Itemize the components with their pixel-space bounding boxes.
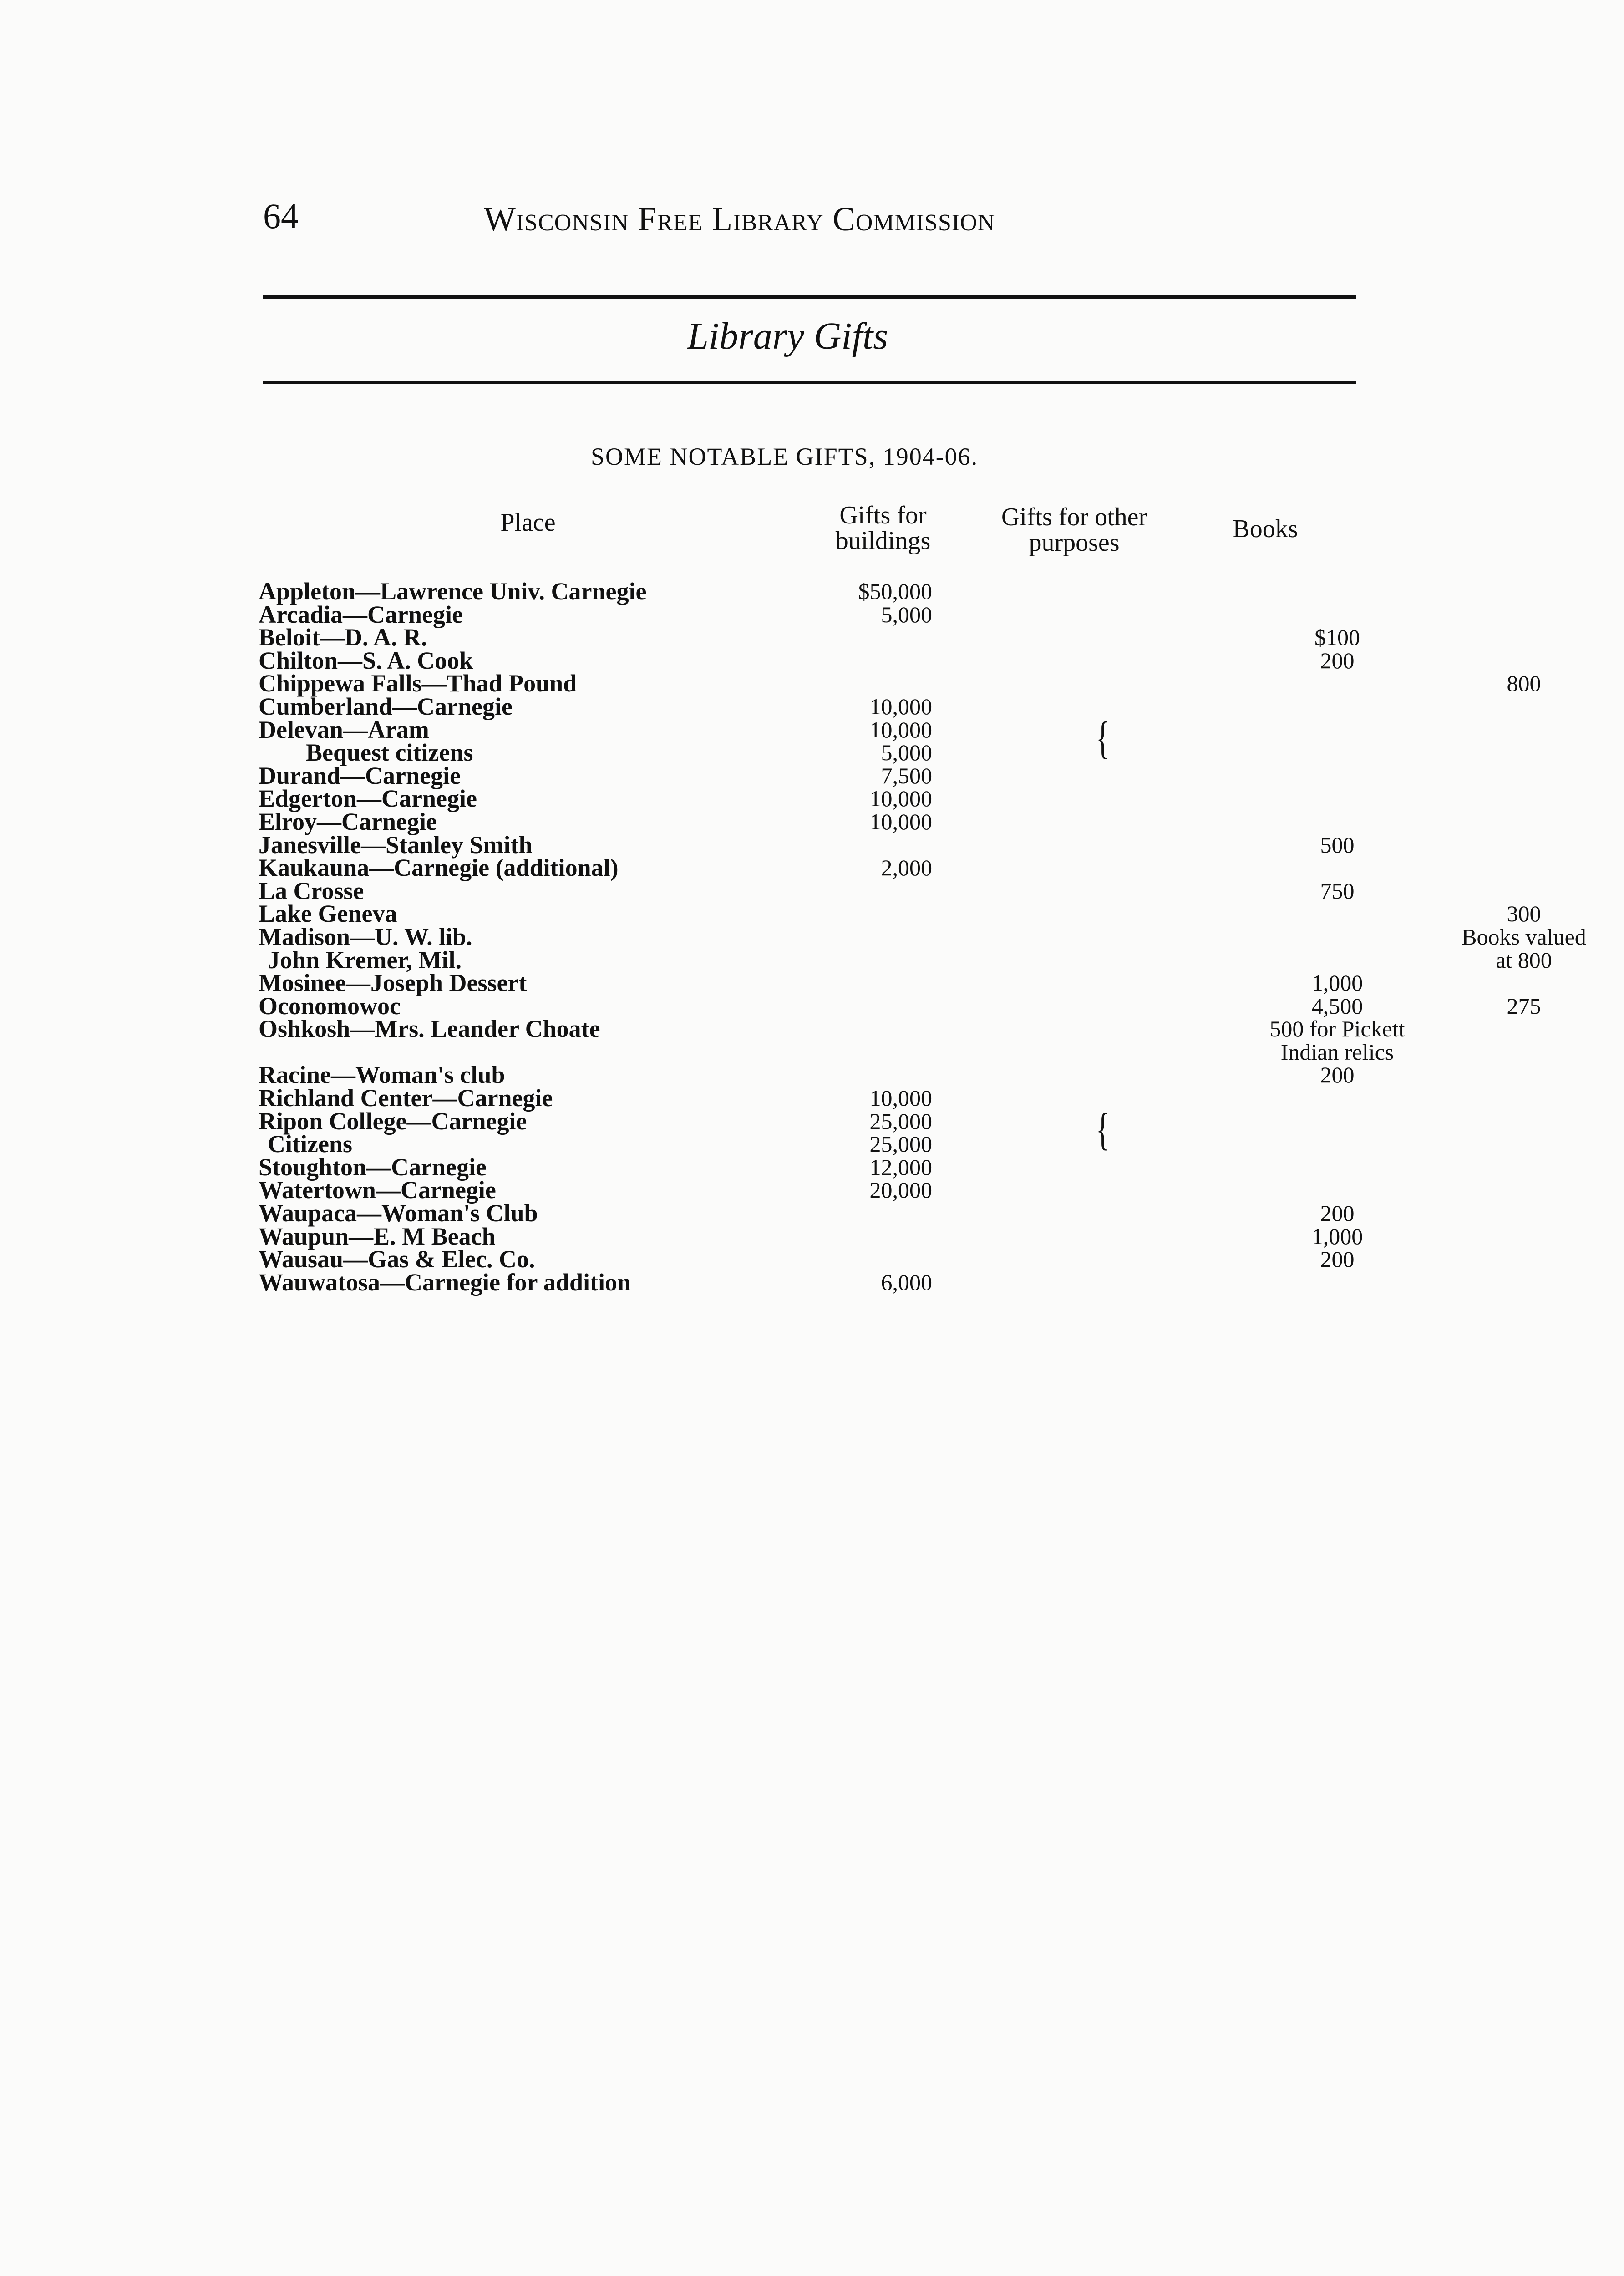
table-row [259, 1176, 1360, 1204]
buildings-cell: 5,000 [881, 740, 932, 766]
other-purposes-cell: $100 [1314, 625, 1360, 650]
header-rule-bottom [263, 381, 1356, 384]
books-cell: Books valued [1462, 924, 1586, 950]
table-row [259, 764, 1360, 787]
place-cell: Edgerton—Carnegie [259, 785, 477, 813]
place-cell: Chippewa Falls—Thad Pound [259, 670, 577, 697]
table-title: SOME NOTABLE GIFTS, 1904-06. [591, 443, 979, 470]
place-cell: John Kremer, Mil. [268, 946, 462, 974]
place-cell: Madison—U. W. lib. [259, 923, 472, 950]
place-cell: Durand—Carnegie [259, 762, 461, 789]
buildings-cell: 12,000 [869, 1154, 932, 1180]
place-cell: Delevan—Aram [259, 716, 429, 743]
other-purposes-cell: Indian relics [1280, 1039, 1394, 1065]
buildings-cell: 5,000 [881, 601, 932, 627]
table-row [259, 580, 1360, 603]
place-cell: Bequest citizens [306, 739, 473, 767]
place-cell: Cumberland—Carnegie [259, 692, 513, 720]
other-purposes-cell: 500 for Pickett [1269, 1016, 1405, 1042]
table-row [259, 1084, 1360, 1112]
place-cell: Janesville—Stanley Smith [259, 831, 533, 859]
header-rule-top [263, 295, 1356, 299]
table-row [259, 1199, 1360, 1227]
table-row [259, 1063, 1360, 1087]
books-cell: 300 [1507, 901, 1541, 927]
place-cell: Citizens [268, 1130, 352, 1158]
place-cell: Kaukauna—Carnegie (additional) [259, 854, 619, 882]
table-row [259, 810, 1360, 833]
table-row [259, 946, 1552, 974]
place-cell: Waupaca—Woman's Club [259, 1199, 538, 1227]
other-purposes-cell: 200 [1320, 647, 1355, 673]
buildings-cell: 2,000 [881, 855, 932, 881]
page-header [263, 196, 1355, 250]
place-cell: Richland Center—Carnegie [259, 1084, 553, 1112]
table-row [259, 900, 1541, 928]
place-cell: Wauwatosa—Carnegie for addition [259, 1268, 631, 1296]
place-cell: Beloit—D. A. R. [259, 624, 427, 651]
table-row [259, 626, 1360, 649]
other-purposes-cell: 1,000 [1311, 970, 1363, 996]
table-row [259, 1268, 1360, 1296]
other-purposes-cell: 200 [1320, 1062, 1355, 1088]
other-purposes-cell: 500 [1320, 832, 1355, 858]
section-title: Library Gifts [687, 315, 888, 357]
table-row [259, 1245, 1360, 1273]
table-row [259, 739, 1360, 767]
table-row [259, 1153, 1360, 1181]
table-row [259, 1130, 1360, 1158]
buildings-cell: 10,000 [869, 1085, 932, 1111]
books-cell: 275 [1507, 993, 1541, 1019]
place-cell: Chilton—S. A. Cook [259, 646, 473, 674]
place-cell: Lake Geneva [259, 900, 397, 928]
buildings-cell: 25,000 [869, 1131, 932, 1157]
table-row [259, 600, 1360, 628]
table-row [259, 879, 1360, 903]
other-purposes-cell: 200 [1320, 1200, 1355, 1226]
column-header-buildings: Gifts for buildings [835, 501, 931, 555]
table-row [259, 1222, 1363, 1250]
table-row [259, 646, 1360, 674]
books-cell: 800 [1507, 671, 1541, 696]
column-header-place: Place [500, 508, 556, 537]
table-row [259, 1015, 1405, 1043]
place-cell: Oconomowoc [259, 992, 401, 1020]
place-cell: Mosinee—Joseph Dessert [259, 969, 527, 997]
grouping-brace: { [1096, 1105, 1110, 1155]
table-row [259, 992, 1541, 1020]
other-purposes-cell: 1,000 [1311, 1223, 1363, 1249]
other-purposes-cell: 750 [1320, 878, 1355, 904]
other-purposes-cell: 4,500 [1311, 993, 1363, 1019]
buildings-cell: 10,000 [869, 716, 932, 742]
table-row [259, 923, 1586, 950]
place-cell: Elroy—Carnegie [259, 808, 437, 835]
buildings-cell: 10,000 [869, 693, 932, 719]
place-cell: Appleton—Lawrence Univ. Carnegie [259, 578, 647, 605]
gifts-table [259, 578, 1586, 1296]
table-row [259, 833, 1360, 857]
buildings-cell: 7,500 [881, 762, 932, 788]
table-row [259, 670, 1541, 697]
buildings-cell: 25,000 [869, 1108, 932, 1134]
buildings-cell: 10,000 [869, 808, 932, 834]
grouping-brace: { [1096, 713, 1110, 763]
table-row [259, 969, 1363, 997]
column-header-other-purposes: Gifts for other purposes [1001, 503, 1147, 557]
place-cell: Arcadia—Carnegie [259, 600, 463, 628]
buildings-cell: 10,000 [869, 786, 932, 812]
place-cell: Waupun—E. M Beach [259, 1222, 496, 1250]
place-cell: La Crosse [259, 877, 364, 904]
books-cell: at 800 [1496, 947, 1552, 973]
running-head: Wisconsin Free Library Commission [484, 201, 995, 238]
place-cell: Oshkosh—Mrs. Leander Choate [259, 1015, 600, 1043]
place-cell: Stoughton—Carnegie [259, 1153, 487, 1181]
table-row [259, 692, 1360, 720]
table-row [259, 854, 1360, 882]
page-number: 64 [263, 196, 299, 236]
table-row [259, 1039, 1394, 1065]
place-cell: Racine—Woman's club [259, 1061, 505, 1089]
place-cell: Ripon College—Carnegie [259, 1107, 527, 1135]
buildings-cell: $50,000 [858, 579, 932, 604]
place-cell: Watertown—Carnegie [259, 1176, 496, 1204]
column-header-books: Books [1233, 515, 1298, 543]
buildings-cell: 20,000 [869, 1177, 932, 1203]
table-row [259, 785, 1360, 813]
other-purposes-cell: 200 [1320, 1246, 1355, 1272]
place-cell: Wausau—Gas & Elec. Co. [259, 1245, 535, 1273]
buildings-cell: 6,000 [881, 1269, 932, 1295]
